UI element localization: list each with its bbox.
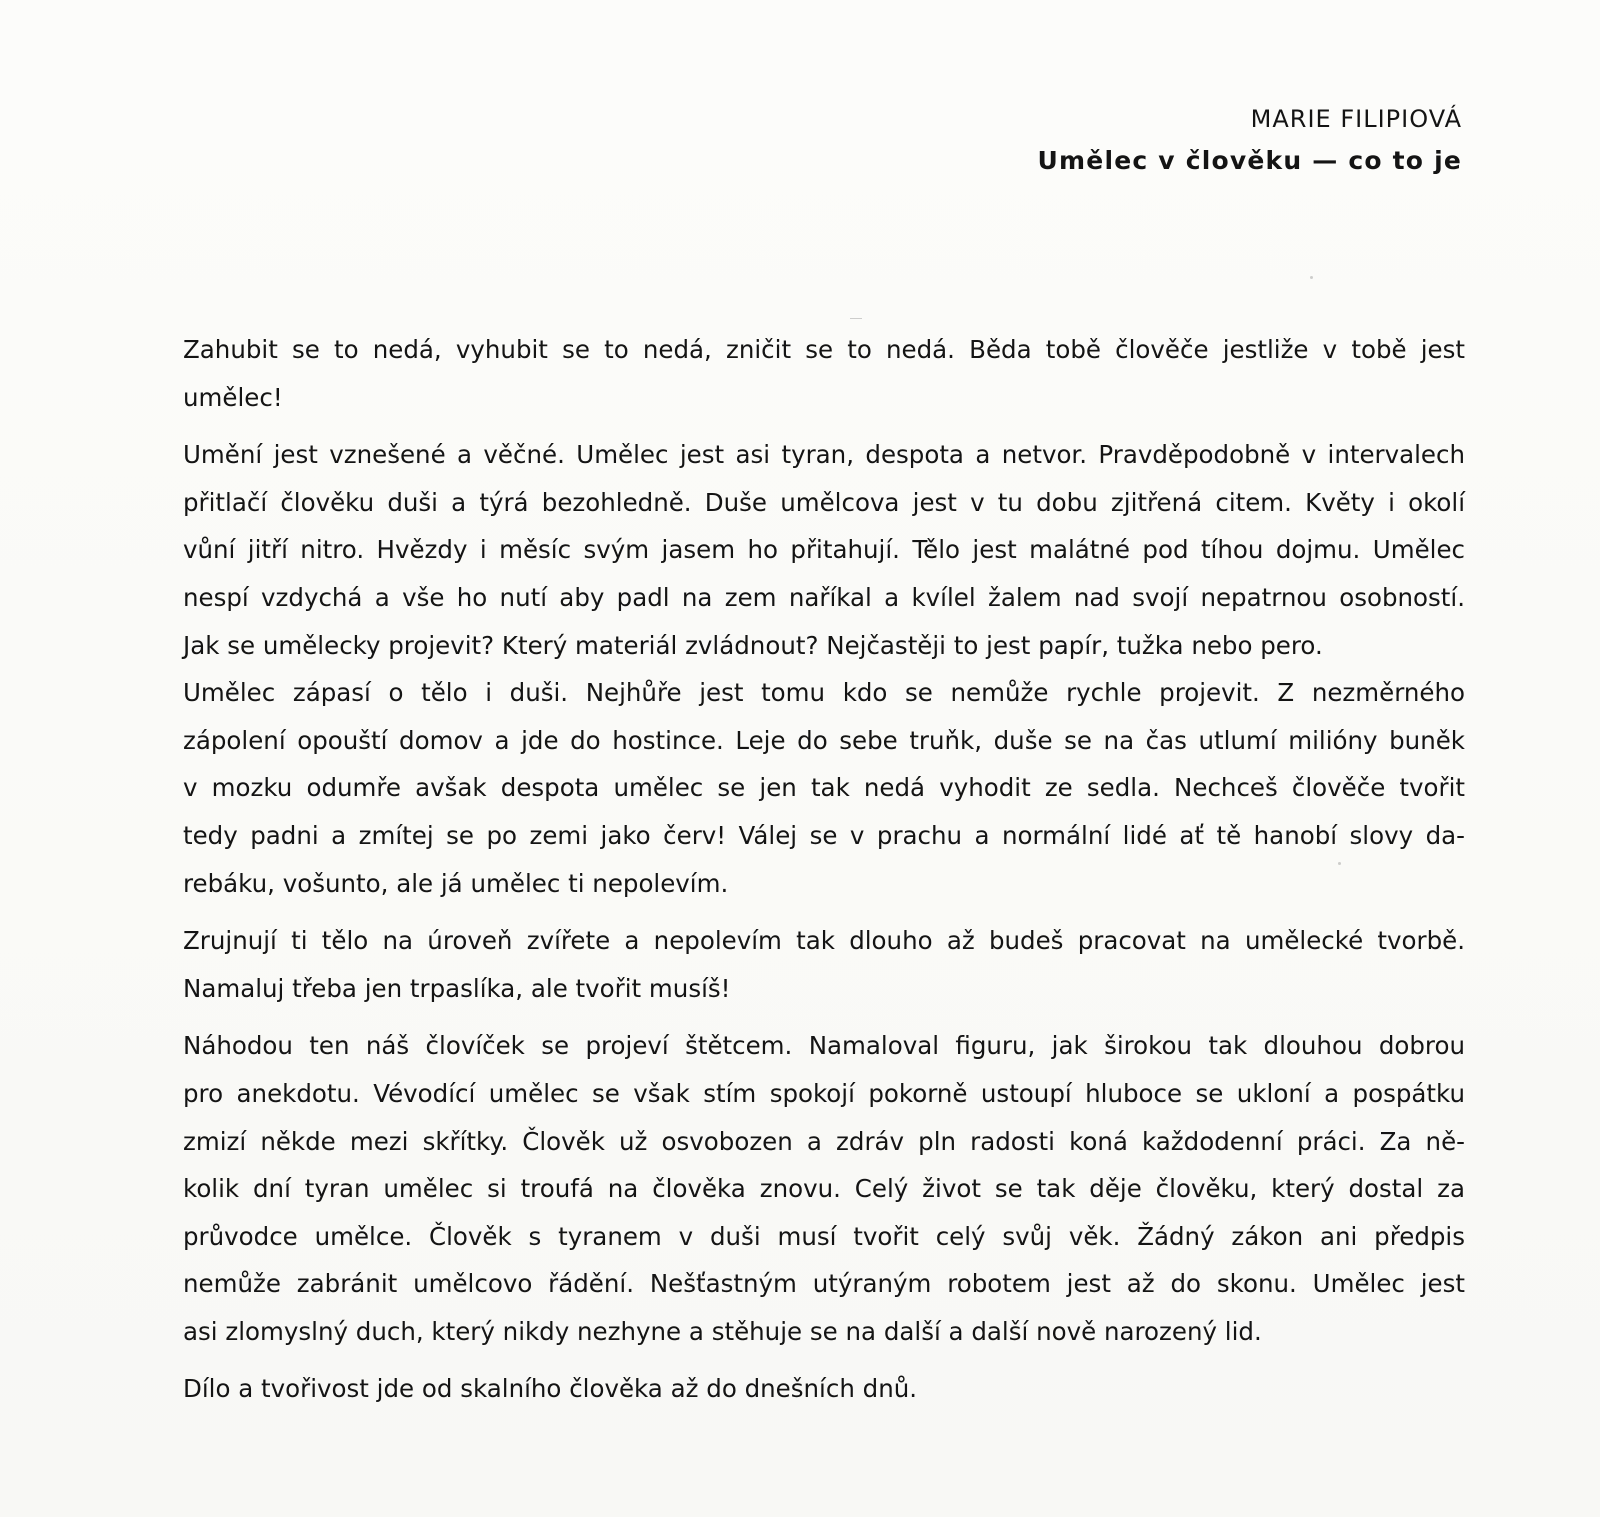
header bbox=[1038, 98, 1462, 182]
paragraph-gap bbox=[183, 1012, 1465, 1022]
text-line: pro anekdotu. Vévodící umělec se však stím spokojí pokorně ustoupí hluboce se ukloní a pospátku bbox=[183, 1078, 1465, 1108]
text-line: tedy padni a zmítej se po zemi jako červ! Válej se v prachu a normální lidé ať tě hanobí slovy da- bbox=[183, 820, 1465, 850]
text-line: Jak se umělecky projevit? Který materiál zvládnout? Nejčastěji to jest papír, tužka nebo pero. bbox=[183, 630, 1323, 660]
text-line: zápolení opouští domov a jde do hostince. Leje do sebe truňk, duše se na čas utlumí milióny buněk bbox=[183, 725, 1465, 755]
text-line: kolik dní tyran umělec si troufá na člověka znovu. Celý život se tak děje člověku, který dostal za bbox=[183, 1174, 1465, 1204]
text-line: Umělec zápasí o tělo i duši. Nejhůře jest tomu kdo se nemůže rychle projevit. Z nezměrného bbox=[183, 678, 1465, 708]
text-line: zmizí někde mezi skřítky. Člověk už osvobozen a zdráv pln radosti koná každodenní práci. Za ně- bbox=[183, 1126, 1465, 1156]
text-line: Zahubit se to nedá, vyhubit se to nedá, zničit se to nedá. Běda tobě člověče jestliže v tobě jest bbox=[183, 335, 1465, 364]
paragraph-gap bbox=[183, 421, 1465, 431]
text-line: nespí vzdychá a vše ho nutí aby padl na zem naříkal a kvílel žalem nad svojí nepatrnou osobností. bbox=[183, 582, 1465, 612]
paragraph bbox=[183, 431, 1465, 907]
text-line: v mozku odumře avšak despota umělec se jen tak nedá vyhodit ze sedla. Nechceš člověče tvořit bbox=[183, 773, 1465, 803]
paragraph-gap bbox=[183, 907, 1465, 917]
text-line: přitlačí člověku duši a týrá bezohledně. Duše umělcova jest v tu dobu zjitřená citem. Květy i okolí bbox=[183, 487, 1465, 517]
paper-speck bbox=[850, 318, 862, 319]
text-line: umělec! bbox=[183, 382, 283, 412]
article-body bbox=[183, 326, 1465, 1413]
paragraph bbox=[183, 917, 1465, 1012]
text-line: průvodce umělce. Člověk s tyranem v duši musí tvořit celý svůj věk. Žádný zákon ani předpis bbox=[183, 1221, 1465, 1251]
text-line: nemůže zabránit umělcovo řádění. Nešťastným utýraným robotem jest až do skonu. Umělec jest bbox=[183, 1269, 1465, 1299]
text-line: rebáku, vošunto, ale já umělec ti nepolevím. bbox=[183, 868, 729, 898]
article-title: Umělec v člověku — co to je bbox=[1037, 146, 1462, 175]
paragraph-gap bbox=[183, 1355, 1465, 1365]
paragraph bbox=[183, 1022, 1465, 1355]
author-name: MARIE FILIPIOVÁ bbox=[1250, 105, 1462, 133]
text-line: Umění jest vznešené a věčné. Umělec jest asi tyran, despota a netvor. Pravděpodobně v intervalech bbox=[183, 440, 1465, 470]
paragraph bbox=[183, 1365, 1465, 1413]
text-line: Namaluj třeba jen trpaslíka, ale tvořit musíš! bbox=[183, 973, 731, 1003]
text-line: Dílo a tvořivost jde od skalního člověka až do dnešních dnů. bbox=[183, 1374, 918, 1404]
paragraph bbox=[183, 326, 1465, 421]
text-line: vůní jitří nitro. Hvězdy i měsíc svým jasem ho přitahují. Tělo jest malátné pod tíhou dojmu. Umělec bbox=[183, 535, 1465, 565]
text-line: asi zlomyslný duch, který nikdy nezhyne a stěhuje se na další a další nově narozený lid. bbox=[183, 1316, 1262, 1346]
text-line: Zrujnují ti tělo na úroveň zvířete a nepolevím tak dlouho až budeš pracovat na umělecké tvorbě. bbox=[183, 926, 1465, 956]
paper-speck bbox=[1310, 276, 1313, 279]
text-line: Náhodou ten náš človíček se projeví štětcem. Namaloval figuru, jak širokou tak dlouhou dobrou bbox=[183, 1031, 1465, 1061]
